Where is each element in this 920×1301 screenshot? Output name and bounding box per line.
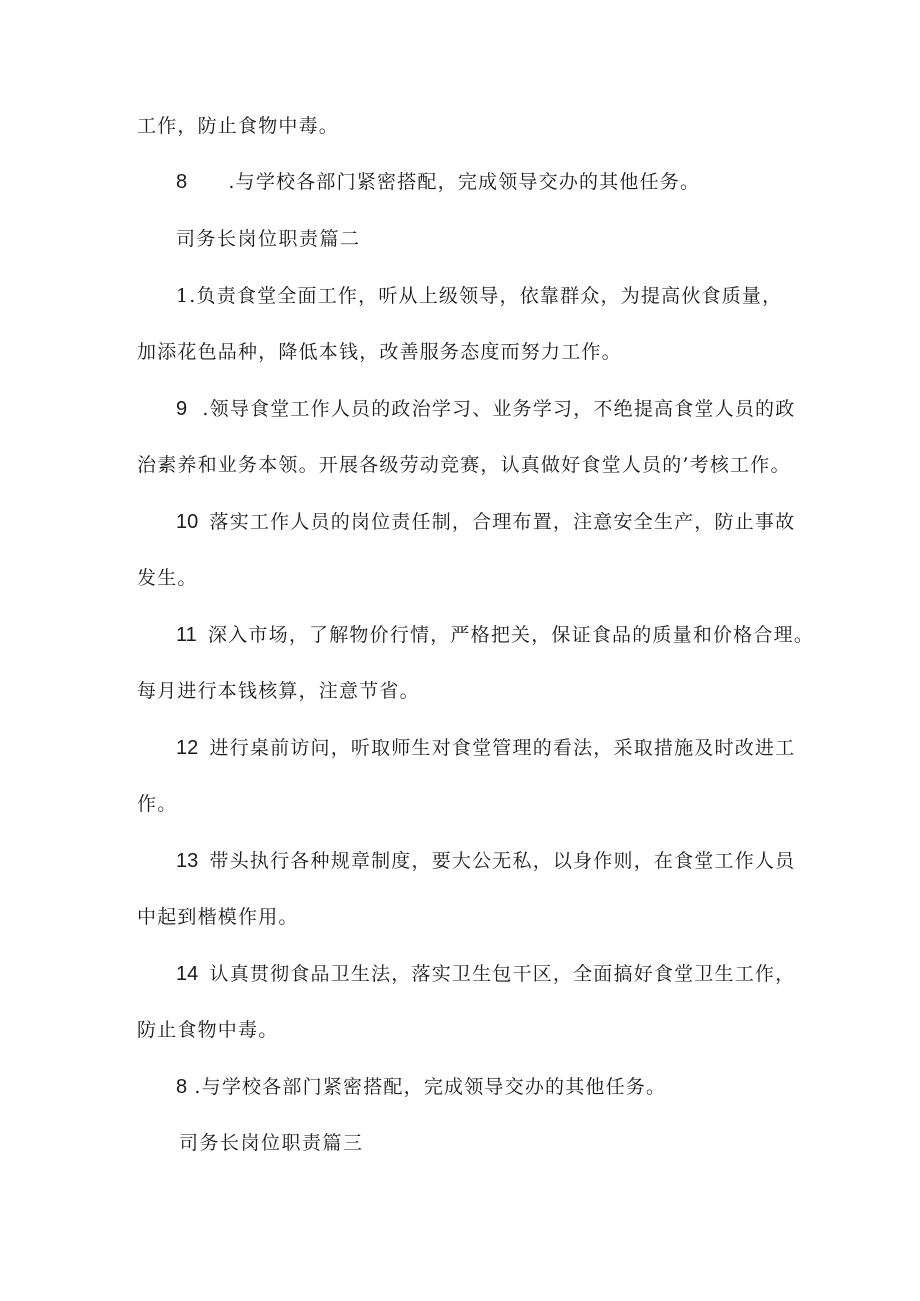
text-line [137,1018,278,1042]
line-text: 进行桌前访问，听取师生对食堂管理的看法，采取措施及时改进工 [209,737,796,759]
item-number: 8 [176,171,188,193]
numbered-item [176,170,700,194]
item-number: 12 [176,737,199,759]
text-line [137,453,791,477]
section-heading [179,1131,364,1155]
line-text: 防止食物中毒。 [137,1019,279,1041]
line-text: 发生。 [137,567,198,589]
text-line [137,114,339,138]
item-number: 10 [176,511,199,533]
heading-text: 司务长岗位职责篇二 [176,228,361,250]
numbered-item [176,962,795,986]
line-text: 作。 [137,793,178,815]
line-text: .领导食堂工作人员的政治学习、业务学习，不绝提高食堂人员的政 [202,398,796,420]
numbered-item [176,1075,666,1099]
section-heading [176,227,361,251]
numbered-item [176,849,795,873]
text-line [137,679,420,703]
line-text: 认真贯彻食品卫生法，落实卫生包干区，全面搞好食堂卫生工作， [209,963,796,985]
text-line [137,905,299,929]
line-text: 落实工作人员的岗位责任制，合理布置，注意安全生产，防止事故 [209,511,796,533]
line-text: 每月进行本钱核算，注意节省。 [137,680,420,702]
text-line [176,284,782,308]
numbered-item [176,510,795,534]
line-text: 1.负责食堂全面工作，听从上级领导，依靠群众，为提高伙食质量， [176,285,783,307]
text-line [137,566,198,590]
numbered-item [176,623,814,647]
text-line [137,340,622,364]
line-text: .与学校各部门紧密搭配，完成领导交办的其他任务。 [194,1076,667,1098]
item-number: 8 [176,1076,188,1098]
line-text: .与学校各部门紧密搭配，完成领导交办的其他任务。 [228,171,701,193]
line-text: 工作，防止食物中毒。 [137,115,340,137]
text-line [137,792,177,816]
item-number: 11 [176,624,197,646]
item-number: 14 [176,963,199,985]
item-number: 13 [176,850,199,872]
line-text: 治素养和业务本领。开展各级劳动竞赛，认真做好食堂人员的’考核工作。 [137,454,791,476]
line-text: 带头执行各种规章制度，要大公无私，以身作则，在食堂工作人员 [209,850,796,872]
line-text: 深入市场，了解物价行情，严格把关，保证食品的质量和价格合理。 [208,624,815,646]
line-text: 中起到楷模作用。 [137,906,299,928]
numbered-item [176,397,795,421]
line-text: 加添花色品种，降低本钱，改善服务态度而努力工作。 [137,341,622,363]
heading-text: 司务长岗位职责篇三 [179,1132,364,1154]
numbered-item [176,736,795,760]
item-number: 9 [176,398,188,420]
